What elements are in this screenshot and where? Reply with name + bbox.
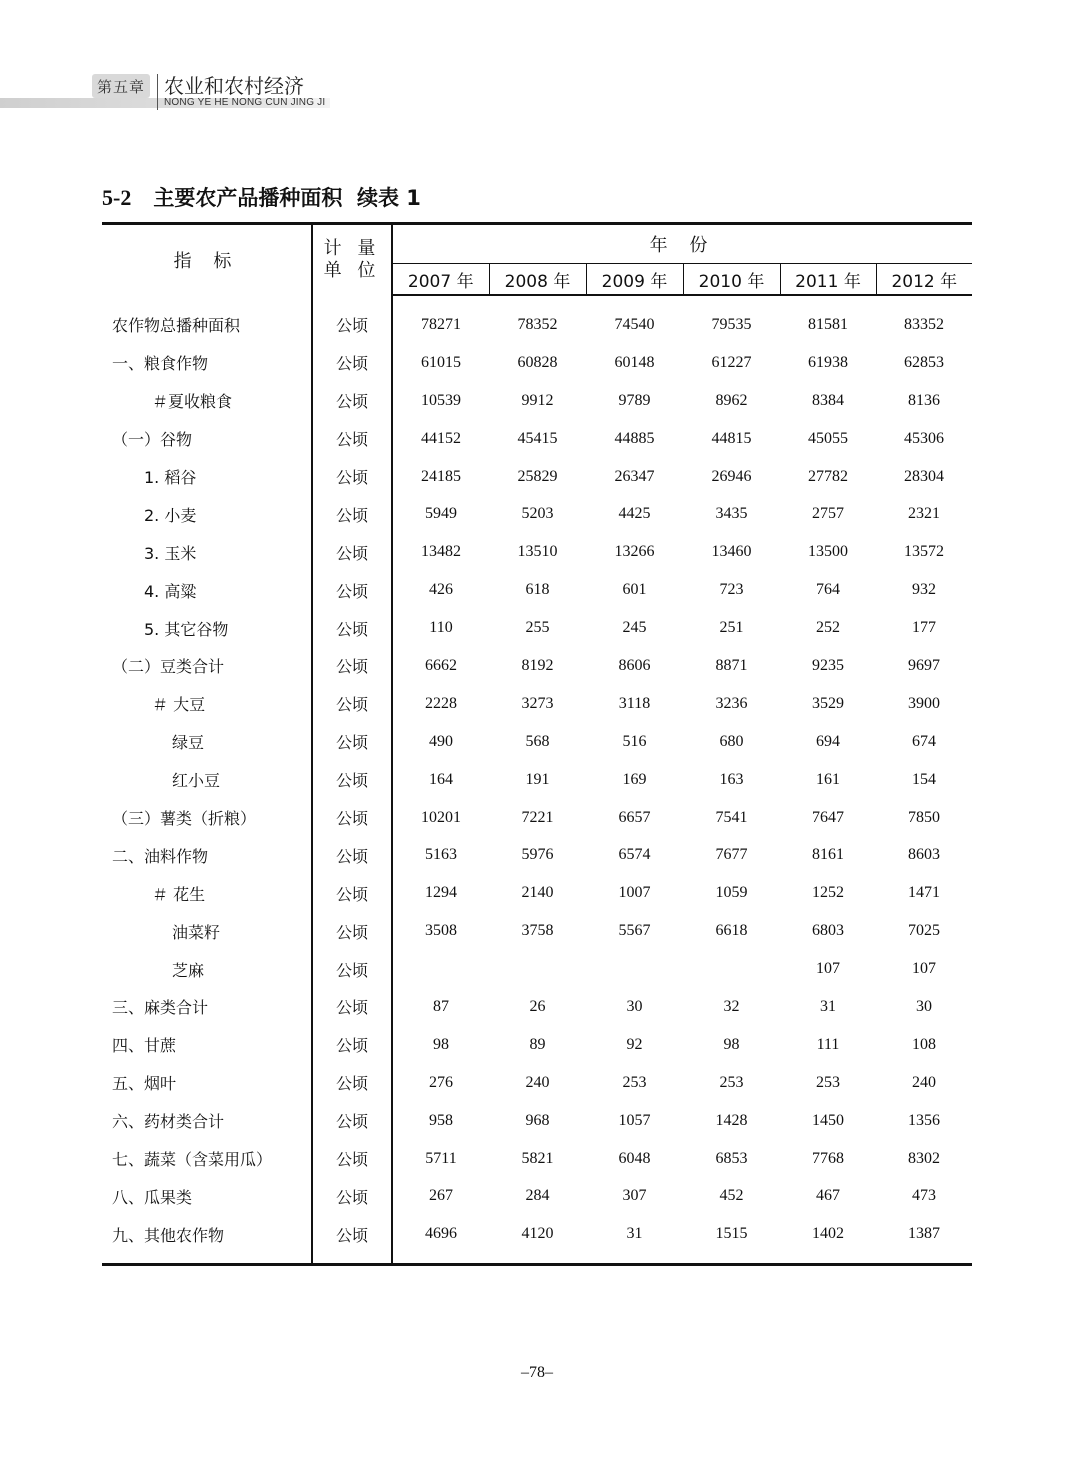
row-unit: 公顷 (312, 1102, 392, 1140)
value-cell: 240 (525, 1073, 550, 1091)
value-cell: 60148 (614, 353, 655, 371)
value-cell: 568 (525, 732, 550, 750)
value-cell: 107 (816, 960, 840, 978)
value-cell: 2140 (521, 884, 554, 902)
row-indicator-name: 1. 稻谷 (144, 468, 197, 487)
value-cell: 1356 (908, 1111, 941, 1129)
table-row (102, 912, 972, 950)
value-cell: 4696 (392, 1215, 489, 1264)
value-cell: 680 (719, 732, 744, 750)
table-row (102, 647, 972, 685)
table-row (102, 458, 972, 496)
table-row (102, 1215, 972, 1264)
value-cell: 61227 (711, 353, 752, 371)
table-title-text: 主要农产品播种面积 续表 1 (153, 186, 421, 210)
table-row (102, 382, 972, 420)
row-indicator-name: 五、烟叶 (112, 1074, 177, 1094)
row-unit: 公顷 (312, 382, 392, 420)
value-cell: 5163 (425, 846, 457, 864)
table-row (102, 495, 972, 533)
value-cell: 1294 (425, 884, 457, 902)
value-cell (586, 950, 683, 988)
chapter-title: 农业和农村经济 (164, 74, 304, 98)
value-cell: 251 (719, 619, 744, 637)
row-unit: 公顷 (312, 912, 392, 950)
value-cell: 108 (912, 1035, 937, 1053)
value-cell: 3900 (908, 694, 941, 712)
table-row (102, 799, 972, 837)
value-cell: 764 (816, 581, 840, 599)
col-header-year: 2007 年 (392, 264, 489, 296)
crop-sown-area-table (102, 222, 972, 1266)
row-unit: 公顷 (312, 1215, 392, 1264)
value-cell: 3529 (812, 694, 844, 712)
value-cell: 13500 (808, 543, 848, 561)
value-cell: 30 (626, 997, 643, 1015)
value-cell: 8384 (812, 391, 844, 409)
value-cell: 98 (723, 1035, 740, 1053)
table-row (102, 723, 972, 761)
value-cell: 9912 (521, 391, 554, 409)
value-cell: 62853 (904, 353, 945, 371)
value-cell: 98 (433, 1035, 449, 1053)
value-cell: 490 (429, 732, 453, 750)
value-cell: 163 (719, 770, 744, 788)
value-cell: 92 (626, 1035, 643, 1053)
value-cell: 44152 (421, 429, 461, 447)
col-header-year: 2009 年 (586, 264, 683, 296)
col-header-year: 2012 年 (876, 264, 972, 296)
value-cell (489, 950, 586, 988)
value-cell: 1252 (812, 884, 844, 902)
value-cell: 8962 (715, 391, 748, 409)
row-indicator-name: 八、瓜果类 (112, 1187, 193, 1207)
value-cell: 5203 (521, 505, 554, 523)
value-cell: 6662 (425, 656, 457, 674)
value-cell: 618 (525, 581, 550, 599)
row-indicator-name: ＃夏收粮食 (152, 392, 233, 412)
value-cell: 7025 (908, 922, 941, 940)
value-cell: 473 (912, 1187, 937, 1205)
value-cell: 958 (429, 1111, 453, 1129)
value-cell: 2228 (425, 694, 457, 712)
value-cell: 5711 (425, 1149, 457, 1167)
row-indicator-name: ＃ 大豆 (152, 695, 206, 715)
row-indicator-name: ＃ 花生 (152, 884, 206, 904)
value-cell: 31 (820, 997, 836, 1015)
value-cell: 4425 (618, 505, 651, 523)
value-cell: 13460 (711, 543, 752, 561)
value-cell: 27782 (808, 467, 848, 485)
table-row (102, 761, 972, 799)
value-cell: 30 (916, 997, 933, 1015)
value-cell: 13482 (421, 543, 461, 561)
value-cell: 3273 (521, 694, 554, 712)
value-cell: 7221 (521, 808, 554, 826)
row-unit: 公顷 (312, 685, 392, 723)
value-cell: 45055 (808, 429, 848, 447)
value-cell: 26946 (711, 467, 752, 485)
value-cell: 25829 (517, 467, 558, 485)
page-number: –78– (521, 1364, 553, 1381)
row-indicator-name: 七、蔬菜（含菜用瓜） (112, 1150, 273, 1170)
value-cell: 177 (912, 619, 937, 637)
value-cell: 87 (433, 997, 449, 1015)
value-cell: 253 (816, 1073, 840, 1091)
value-cell: 1428 (715, 1111, 748, 1129)
value-cell: 6048 (618, 1149, 651, 1167)
row-indicator-name: 3. 玉米 (144, 543, 197, 563)
value-cell: 32 (723, 997, 740, 1015)
table-row (102, 533, 972, 571)
table-row (102, 874, 972, 912)
value-cell: 6853 (715, 1149, 748, 1167)
value-cell: 1387 (876, 1215, 972, 1264)
value-cell: 5821 (521, 1149, 554, 1167)
row-unit: 公顷 (312, 647, 392, 685)
value-cell: 1057 (618, 1111, 651, 1129)
value-cell: 6618 (715, 922, 748, 940)
value-cell: 10201 (421, 808, 461, 826)
value-cell: 78352 (517, 315, 558, 333)
table-row (102, 1064, 972, 1102)
row-indicator-name: 四、甘蔗 (112, 1036, 177, 1056)
row-indicator-name: 六、药材类合计 (112, 1112, 225, 1132)
row-unit: 公顷 (312, 1177, 392, 1215)
table-row (102, 1177, 972, 1215)
value-cell (683, 950, 780, 988)
row-unit: 公顷 (312, 799, 392, 837)
row-indicator-name: 绿豆 (172, 733, 205, 753)
value-cell: 83352 (904, 315, 945, 333)
row-indicator-name: 二、油料作物 (112, 846, 209, 866)
row-unit: 公顷 (312, 1026, 392, 1064)
value-cell: 26347 (614, 467, 655, 485)
table-row (102, 685, 972, 723)
value-cell: 44885 (614, 429, 655, 447)
row-unit: 公顷 (312, 609, 392, 647)
value-cell: 694 (816, 732, 840, 750)
value-cell: 45415 (517, 429, 558, 447)
value-cell: 3435 (715, 505, 748, 523)
value-cell: 28304 (904, 467, 945, 485)
row-indicator-name: 5. 其它谷物 (144, 619, 229, 639)
row-indicator-name: 一、粮食作物 (112, 354, 209, 374)
value-cell: 3508 (425, 922, 457, 940)
value-cell: 7677 (715, 846, 748, 864)
value-cell: 932 (912, 581, 937, 599)
value-cell: 4120 (489, 1215, 586, 1264)
value-cell: 1059 (715, 884, 748, 902)
value-cell: 61938 (808, 353, 848, 371)
value-cell: 13266 (614, 543, 655, 561)
value-cell: 276 (429, 1073, 453, 1091)
value-cell: 284 (525, 1187, 550, 1205)
value-cell: 24185 (421, 467, 461, 485)
row-indicator-name: 农作物总播种面积 (112, 315, 241, 335)
row-unit: 公顷 (312, 723, 392, 761)
row-unit: 公顷 (312, 458, 392, 496)
value-cell: 13572 (904, 543, 945, 561)
row-unit: 公顷 (312, 988, 392, 1026)
row-unit: 公顷 (312, 836, 392, 874)
table-row (102, 344, 972, 382)
value-cell: 110 (429, 619, 453, 637)
row-indicator-name: 油菜籽 (172, 922, 221, 942)
value-cell: 452 (719, 1187, 744, 1205)
value-cell: 81581 (808, 315, 848, 333)
value-cell: 7768 (812, 1149, 844, 1167)
value-cell: 45306 (904, 429, 945, 447)
value-cell: 8192 (521, 656, 554, 674)
value-cell: 9235 (812, 656, 844, 674)
value-cell: 245 (622, 619, 647, 637)
value-cell: 44815 (711, 429, 752, 447)
page-header (0, 68, 1074, 112)
table-title (102, 182, 421, 212)
value-cell: 89 (529, 1035, 546, 1053)
value-cell: 26 (529, 997, 546, 1015)
value-cell: 255 (525, 619, 550, 637)
row-indicator-name: 三、麻类合计 (112, 998, 209, 1018)
col-header-year: 2011 年 (780, 264, 876, 296)
value-cell: 8136 (908, 391, 941, 409)
value-cell: 1402 (780, 1215, 876, 1264)
value-cell: 169 (622, 770, 647, 788)
value-cell: 8161 (812, 846, 844, 864)
value-cell: 3118 (618, 694, 651, 712)
value-cell: 191 (525, 770, 550, 788)
value-cell: 10539 (421, 391, 461, 409)
value-cell: 601 (622, 581, 647, 599)
value-cell: 5567 (618, 922, 651, 940)
value-cell: 6657 (618, 808, 651, 826)
value-cell: 111 (816, 1035, 840, 1053)
table-row (102, 609, 972, 647)
value-cell: 253 (719, 1073, 744, 1091)
table-row (102, 1140, 972, 1178)
value-cell: 6803 (812, 922, 844, 940)
value-cell: 1450 (812, 1111, 844, 1129)
row-unit: 公顷 (312, 1140, 392, 1178)
value-cell: 516 (622, 732, 647, 750)
col-header-year: 2010 年 (683, 264, 780, 296)
data-table-container (102, 222, 972, 1266)
value-cell: 3758 (521, 922, 554, 940)
row-indicator-name: 4. 高粱 (144, 581, 197, 601)
row-indicator-name: （一）谷物 (112, 430, 193, 450)
value-cell: 1471 (908, 884, 941, 902)
value-cell: 426 (429, 581, 453, 599)
col-header-year-group: 年 份 (392, 224, 972, 264)
chapter-badge: 第五章 (92, 74, 150, 98)
row-unit: 公顷 (312, 874, 392, 912)
value-cell: 164 (429, 770, 453, 788)
value-cell: 7850 (908, 808, 941, 826)
value-cell: 2757 (812, 505, 844, 523)
row-unit: 公顷 (312, 1064, 392, 1102)
table-body (102, 295, 972, 1265)
row-unit: 公顷 (312, 533, 392, 571)
value-cell: 7647 (812, 808, 844, 826)
value-cell: 161 (816, 770, 840, 788)
row-unit: 公顷 (312, 571, 392, 609)
row-indicator-name: （三）薯类（折粮） (112, 809, 257, 829)
value-cell: 13510 (517, 543, 558, 561)
value-cell: 307 (622, 1187, 647, 1205)
row-indicator-name: 2. 小麦 (144, 505, 197, 525)
value-cell: 9697 (908, 656, 941, 674)
value-cell: 8871 (715, 656, 748, 674)
value-cell: 253 (622, 1073, 647, 1091)
value-cell: 60828 (517, 353, 558, 371)
value-cell: 74540 (614, 315, 655, 333)
value-cell: 723 (719, 581, 744, 599)
value-cell: 107 (912, 960, 937, 978)
row-indicator-name: 芝麻 (172, 960, 205, 980)
value-cell: 3236 (715, 694, 748, 712)
row-indicator-name: 红小豆 (172, 771, 221, 791)
value-cell: 7541 (715, 808, 748, 826)
value-cell: 467 (816, 1187, 840, 1205)
table-row (102, 988, 972, 1026)
table-row (102, 420, 972, 458)
value-cell: 61015 (421, 353, 461, 371)
row-unit: 公顷 (312, 420, 392, 458)
header-divider (157, 74, 158, 110)
row-indicator-name: （二）豆类合计 (112, 657, 225, 677)
value-cell: 8302 (908, 1149, 941, 1167)
table-row (102, 950, 972, 988)
value-cell: 8606 (618, 656, 651, 674)
col-header-indicator: 指 标 (102, 224, 312, 296)
table-row (102, 571, 972, 609)
value-cell: 31 (586, 1215, 683, 1264)
table-row (102, 836, 972, 874)
value-cell: 252 (816, 619, 840, 637)
value-cell: 79535 (711, 315, 752, 333)
row-unit: 公顷 (312, 495, 392, 533)
table-number: 5-2 (102, 185, 132, 210)
row-unit: 公顷 (312, 761, 392, 799)
row-unit: 公顷 (312, 950, 392, 988)
value-cell: 240 (912, 1073, 937, 1091)
col-header-unit: 计 量 单 位 (312, 224, 392, 296)
value-cell: 78271 (421, 315, 461, 333)
table-row (102, 1026, 972, 1064)
value-cell: 1007 (618, 884, 651, 902)
table-row (102, 1102, 972, 1140)
chapter-pinyin: NONG YE HE NONG CUN JING JI (164, 97, 326, 108)
table-row (102, 295, 972, 344)
value-cell: 968 (525, 1111, 550, 1129)
row-unit: 公顷 (312, 344, 392, 382)
row-unit: 公顷 (312, 295, 392, 344)
value-cell: 6574 (618, 846, 651, 864)
value-cell: 674 (912, 732, 937, 750)
value-cell: 267 (429, 1187, 453, 1205)
value-cell: 2321 (908, 505, 941, 523)
value-cell: 154 (912, 770, 937, 788)
value-cell: 1515 (683, 1215, 780, 1264)
col-header-year: 2008 年 (489, 264, 586, 296)
value-cell: 9789 (618, 391, 651, 409)
value-cell: 5976 (521, 846, 554, 864)
row-indicator-name: 九、其他农作物 (102, 1215, 312, 1264)
value-cell: 5949 (425, 505, 457, 523)
value-cell: 8603 (908, 846, 941, 864)
value-cell (392, 950, 489, 988)
